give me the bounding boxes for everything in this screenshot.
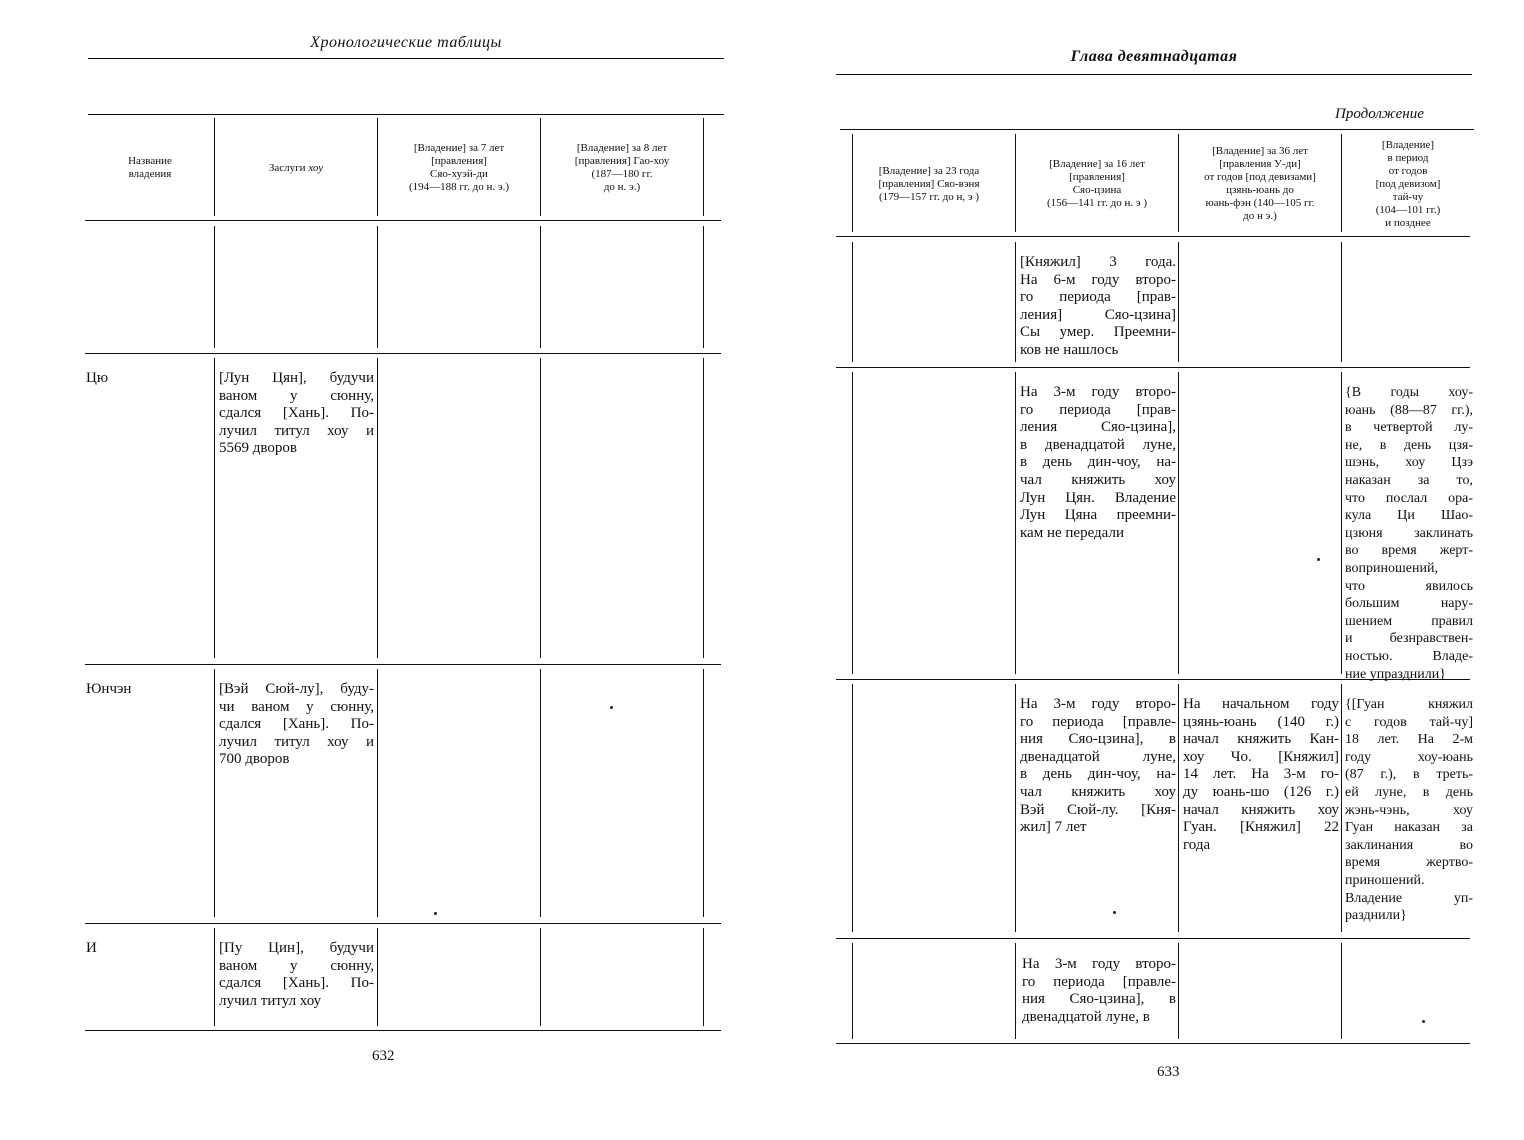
- merits-cell: [Пу Цин], будучи ваном у сюнну, сдался [Хань]. По- лучил титул хоу: [219, 940, 374, 1009]
- col-divider: [377, 669, 378, 917]
- col-divider: [703, 226, 704, 348]
- col-divider: [377, 226, 378, 348]
- col-divider: [540, 358, 541, 658]
- col-divider: [540, 669, 541, 917]
- row-rule: [85, 664, 721, 665]
- col-divider: [1178, 372, 1179, 674]
- table-top-rule: [840, 129, 1474, 130]
- col-divider: [703, 358, 704, 658]
- col-divider: [703, 669, 704, 917]
- table-header-rule: [836, 236, 1470, 237]
- header-reign-hui-di: [Владение] за 7 лет [правления] Сяо-хуэй-ди (194—188 гг. до н. э.): [408, 142, 510, 193]
- col-divider: [1178, 943, 1179, 1039]
- col-divider: [214, 118, 215, 216]
- header-reign-tai-chu: [Владение] в период от годов [под девизом] тай-чу (104—101 гг.) и позднее: [1375, 138, 1441, 229]
- running-head-right: Глава девятнадцатая: [1070, 48, 1238, 65]
- head-rule-right: [836, 74, 1472, 75]
- header-reign-xiao-jing: [Владение] за 16 лет [правления] Сяо-цзина (156—141 гг. до н. э ): [1046, 158, 1148, 209]
- col-divider: [852, 242, 853, 362]
- col-divider: [1341, 684, 1342, 932]
- domain-name: Цю: [86, 370, 109, 386]
- col-divider: [1341, 242, 1342, 362]
- col-divider: [852, 372, 853, 674]
- col-divider: [1341, 943, 1342, 1039]
- col-divider: [214, 669, 215, 917]
- print-speck: [434, 912, 437, 915]
- header-reign-xiao-wen: [Владение] за 23 года [правления] Сяо-вэня (179—157 гг. до н, э ): [878, 164, 980, 203]
- domain-name: Юнчэн: [86, 681, 132, 697]
- col-divider: [1015, 242, 1016, 362]
- header-domain-name: Название владения: [128, 155, 172, 180]
- page-number-left: 632: [372, 1048, 395, 1064]
- print-speck: [1317, 558, 1320, 561]
- col-divider: [1015, 943, 1016, 1039]
- page-number-right: 633: [1157, 1064, 1180, 1080]
- continued-label: Продолжение: [1335, 106, 1424, 122]
- table-bottom-rule: [85, 1030, 721, 1031]
- table-header-rule: [85, 220, 721, 221]
- table-top-rule: [88, 114, 724, 115]
- col-divider: [540, 226, 541, 348]
- header-merits: Заслуги хоу: [268, 161, 324, 174]
- xiao-jing-cell: На 3-м году второ- го периода [прав- ления Сяо-цзина], в двенадцатой луне, в день дин-чоу, на- чал княжить хоу Лун Цян. Владение Лун Цяна преемни- кам не передали: [1020, 384, 1176, 541]
- col-divider: [1015, 134, 1016, 232]
- merits-cell: [Лун Цян], будучи ваном у сюнну, сдался [Хань]. По- лучил титул хоу и 5569 дворов: [219, 370, 374, 457]
- row-rule: [85, 353, 721, 354]
- col-divider: [214, 358, 215, 658]
- domain-name: И: [86, 940, 97, 956]
- col-divider: [1015, 684, 1016, 932]
- print-speck: [610, 706, 613, 709]
- header-reign-gao-hou: [Владение] за 8 лет [правления] Гао-хоу (187—180 гг. до н. э.): [574, 142, 670, 193]
- col-divider: [1015, 372, 1016, 674]
- head-rule-left: [88, 58, 724, 59]
- header-reign-wu-di: [Владение] за 36 лет [правления У-ди] от годов [под девизами] цзянь-юань до юань-фэн (140—105 гг. до н э.): [1204, 145, 1316, 222]
- tai-chu-cell: {[Гуан княжил с годов тай-чу] 18 лет. На 2-м году хоу-юань (87 г.), в треть- ей луне, в день жэнь-чэнь, хоу Гуан наказан за заклинания во время жертво- приношений. Владение уп- разднили}: [1345, 697, 1473, 924]
- col-divider: [214, 928, 215, 1026]
- col-divider: [540, 118, 541, 216]
- left-page: [0, 0, 760, 1140]
- running-head-left: Хронологические таблицы: [310, 34, 502, 51]
- row-rule: [85, 923, 721, 924]
- xiao-jing-cell: [Княжил] 3 года. На 6-м году второ- го периода [прав- ления] Сяо-цзина] Сы умер. Преемни- ков не нашлось: [1020, 254, 1176, 358]
- right-page: [760, 0, 1524, 1140]
- print-speck: [1422, 1020, 1425, 1023]
- tai-chu-cell: {В годы хоу- юань (88—87 гг.), в четвертой лу- не, в день цзя- шэнь, хоу Цзэ наказан за то, что послал ора- кула Ци Шао- цзюня заклинать во время жерт- воприношений, что явилось большим нару- шением правил и безнравствен- ностью. Владе- ние упразднили}: [1345, 385, 1473, 682]
- col-divider: [214, 226, 215, 348]
- col-divider: [852, 684, 853, 932]
- col-divider: [852, 943, 853, 1039]
- table-bottom-rule: [836, 1043, 1470, 1044]
- col-divider: [1178, 684, 1179, 932]
- wu-di-cell: На начальном году цзянь-юань (140 г.) начал княжить Кан- хоу Чо. [Княжил] 14 лет. На 3-м го- ду юань-шо (126 г.) начал княжить хоу Гуан. [Княжил] 22 года: [1183, 696, 1339, 853]
- xiao-jing-cell: На 3-м году второ- го периода [правле- ния Сяо-цзина], в двенадцатой луне, в день дин-чоу, на- чал княжить хоу Вэй Сюй-лу. [Кня- жил] 7 лет: [1020, 696, 1176, 836]
- print-speck: [1113, 911, 1116, 914]
- col-divider: [703, 928, 704, 1026]
- merits-cell: [Вэй Сюй-лу], буду- чи ваном у сюнну, сдался [Хань]. По- лучил титул хоу и 700 дворов: [219, 681, 374, 768]
- col-divider: [377, 118, 378, 216]
- col-divider: [1341, 372, 1342, 674]
- col-divider: [703, 118, 704, 216]
- col-divider: [1178, 242, 1179, 362]
- col-divider: [540, 928, 541, 1026]
- row-rule: [836, 367, 1470, 368]
- col-divider: [1178, 134, 1179, 232]
- row-rule: [836, 938, 1470, 939]
- xiao-jing-cell: На 3-м году второ- го периода [правле- ния Сяо-цзина], в двенадцатой луне, в: [1022, 956, 1176, 1025]
- col-divider: [377, 358, 378, 658]
- col-divider: [1341, 134, 1342, 232]
- col-divider: [377, 928, 378, 1026]
